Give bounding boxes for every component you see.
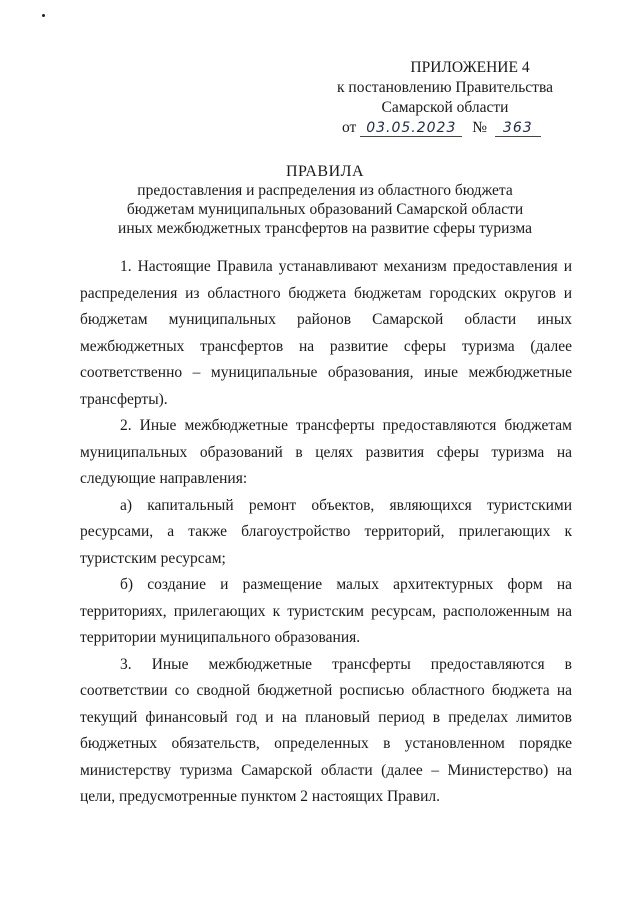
handwritten-date: 03.05.2023: [360, 120, 462, 137]
appendix-line-region: Самарской области: [381, 99, 509, 116]
number-prefix: №: [472, 119, 488, 136]
appendix-date-row: [330, 118, 560, 138]
appendix-title: ПРИЛОЖЕНИЕ 4: [410, 59, 530, 76]
paragraph-2b: б) создание и размещение малых архитектурных форм на территориях, прилегающих к туристским ресурсам, расположенным на территории муниципального образования.: [80, 576, 572, 646]
scan-speck: [42, 14, 45, 17]
document-title: ПРАВИЛА: [285, 163, 365, 180]
paragraph-2: 2. Иные межбюджетные трансферты предоставляются бюджетам муниципальных образований в целях развития сферы туризма на следующие направления:: [80, 417, 572, 487]
appendix-block: [330, 58, 560, 138]
document-body: [80, 254, 572, 811]
paragraph-1: 1. Настоящие Правила устанавливают механизм предоставления и распределения из областного бюджета бюджетам городских округов и бюджетам муниципальных районов Самарской области иных межбюджетных трансфертов на развитие сферы туризма (далее соответственно – муниципальные образования, иные межбюджетные трансферты).: [80, 258, 572, 408]
document-subtitle: [80, 181, 570, 238]
paragraph-2a: а) капитальный ремонт объектов, являющихся туристскими ресурсами, а также благоустройство территорий, прилегающих к туристским ресурсам;: [80, 496, 572, 567]
handwritten-number: 363: [495, 120, 541, 137]
subtitle-line-2: бюджетам муниципальных образований Самарской области: [126, 201, 524, 218]
appendix-line-decree: к постановлению Правительства: [337, 79, 553, 96]
date-prefix: от: [342, 119, 357, 136]
subtitle-line-1: предоставления и распределения из областного бюджета: [137, 182, 513, 199]
paragraph-3: 3. Иные межбюджетные трансферты предоставляются в соответствии со сводной бюджетной росписью областного бюджета на текущий финансовый год и на плановый период в пределах лимитов бюджетных обязательств, определенных в установленном порядке министерству туризма Самарской области (далее – Министерство) на цели, предусмотренные пунктом 2 настоящих Правил.: [80, 655, 572, 805]
subtitle-line-3: иных межбюджетных трансфертов на развитие сферы туризма: [118, 220, 532, 237]
